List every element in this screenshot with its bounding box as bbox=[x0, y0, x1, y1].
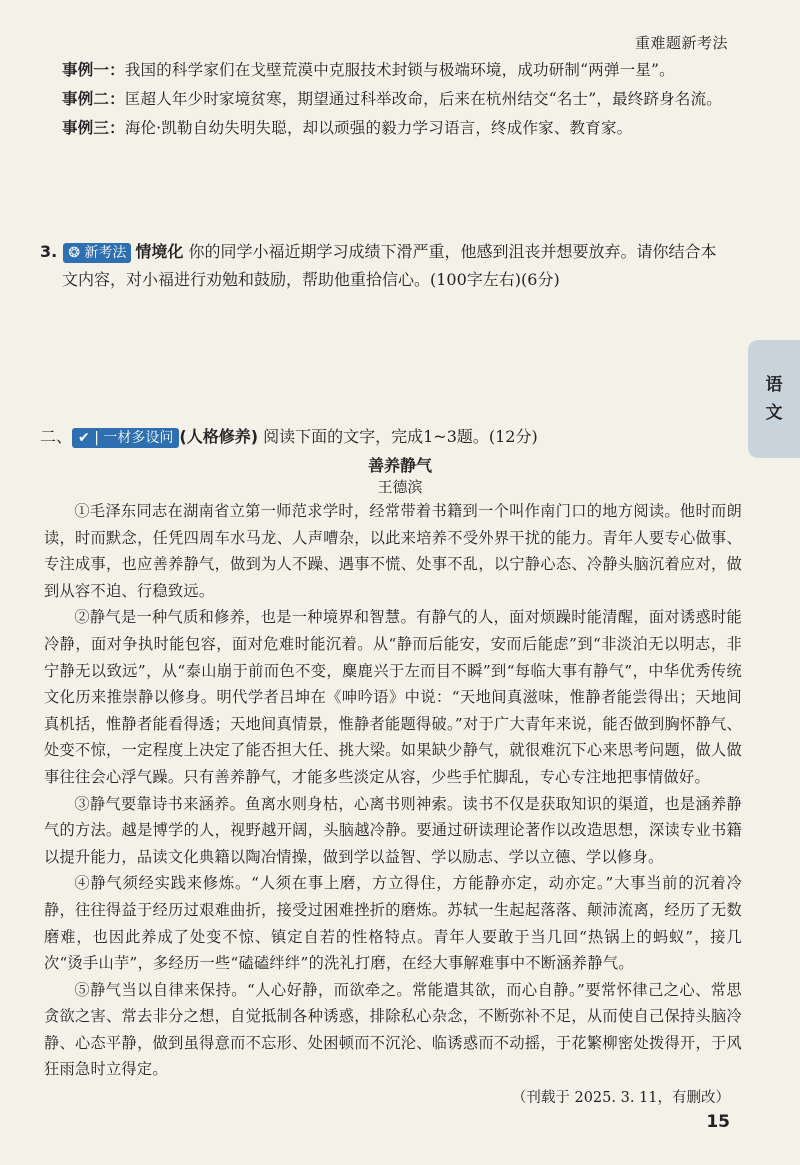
article-paragraph: ②静气是一种气质和修养，也是一种境界和智慧。有静气的人，面对烦躁时能清醒，面对诱惑时能冷静，面对争执时能包容，面对危难时能沉着。从“静而后能安，安而后能虑”到“非淡泊无以明志，非宁静无以致远”，从“泰山崩于前而色不变，麋鹿兴于左而目不瞬”到“每临大事有静气”，中华优秀传统文化历来推崇静以修身。明代学者吕坤在《呻吟语》中说：“天地间真滋味，惟静者能尝得出；天地间真机括，惟静者能看得透；天地间真情景，惟静者能题得破。”对于广大青年来说，能否做到胸怀静气、处变不惊，一定程度上决定了能否担大任、挑大梁。如果缺少静气，就很难沉下心来思考问题，做人做事往往会心浮气躁。只有善养静气，才能多些淡定从容，少些手忙脚乱，专心专注地把事情做好。 bbox=[44, 608, 742, 786]
check-icon: ✔ bbox=[78, 430, 90, 446]
article-author: 王德滨 bbox=[377, 478, 423, 496]
lightbulb-icon: ❂ bbox=[68, 245, 85, 261]
section-prefix: 二、 bbox=[40, 427, 73, 446]
subject-side-tab bbox=[748, 340, 800, 458]
question-3 bbox=[40, 238, 740, 294]
example-label: 事例二： bbox=[62, 90, 125, 108]
question-text-line1: 你的同学小福近期学习成绩下滑严重，他感到沮丧并想要放弃。请你结合本 bbox=[188, 242, 717, 261]
new-method-tag: ❂ 新考法 bbox=[63, 243, 131, 263]
page-number: 15 bbox=[706, 1112, 730, 1132]
multi-question-tag: ✔ | 一材多设问 bbox=[72, 428, 179, 448]
example-text: 海伦·凯勒自幼失明失聪，却以顽强的毅力学习语言，终成作家、教育家。 bbox=[124, 119, 633, 137]
example-text: 匡超人年少时家境贫寒，期望通过科举改命，后来在杭州结交“名士”，最终跻身名流。 bbox=[124, 90, 722, 108]
example-text: 我国的科学家们在戈壁荒漠中克服技术封锁与极端环境，成功研制“两弹一星”。 bbox=[124, 61, 675, 79]
article-paragraph: ④静气须经实践来修炼。“人须在事上磨，方立得住，方能静亦定，动亦定。”大事当前的沉着冷静，往往得益于经历过艰难曲折，接受过困难挫折的磨炼。苏轼一生起起落落、颠沛流离，经历了无数磨难，也因此养成了处变不惊、镇定自若的性格特点。青年人要敢于当几回“热锅上的蚂蚁”，接几次“烫手山芋”，多经历一些“磕磕绊绊”的洗礼打磨，在经大事解难事中不断涵养静气。 bbox=[44, 874, 742, 973]
question-text-line2: 文内容，对小福进行劝勉和鼓励，帮助他重拾信心。(100字左右)(6分) bbox=[62, 270, 560, 289]
question-number: 3. bbox=[40, 242, 58, 261]
question-3-line1 bbox=[40, 238, 740, 266]
section-2-header bbox=[40, 424, 538, 448]
example-3 bbox=[62, 116, 632, 138]
article-title: 善养静气 bbox=[367, 456, 432, 475]
article-paragraph: ①毛泽东同志在湖南省立第一师范求学时，经常带着书籍到一个叫作南门口的地方阅读。他时而朗读，时而默念，任凭四周车水马龙、人声嘈杂，以此来培养不受外界干扰的能力。青年人要专心做事、专注成事，也应善养静气，做到为人不躁、遇事不慌、处事不乱，以宁静心态、冷静头脑沉着应对，做到从容不迫、行稳致远。 bbox=[44, 502, 742, 600]
example-2 bbox=[62, 87, 722, 109]
article-source: （刊载于 2025. 3. 11，有删改） bbox=[511, 1090, 730, 1106]
example-label: 事例一： bbox=[62, 61, 125, 79]
example-1 bbox=[62, 58, 675, 80]
section-theme: (人格修养) bbox=[179, 427, 259, 446]
article-paragraph: ⑤静气当以自律来保持。“人心好静，而欲牵之。常能遣其欲，而心自静。”要常怀律己之心、常思贪欲之害、常去非分之想，自觉抵制各种诱惑，排除私心杂念，不断弥补不足，从而使自己保持头脑冷静、心态平静，做到虽得意而不忘形、处困顿而不沉沦、临诱惑而不动摇，于花繁柳密处拨得开，于风狂雨急时立得定。 bbox=[44, 980, 742, 1079]
example-label: 事例三： bbox=[62, 119, 125, 137]
article-body bbox=[44, 498, 742, 1083]
running-header: 重难题新考法 bbox=[634, 34, 728, 52]
side-tab-char: 语 bbox=[765, 375, 783, 395]
side-tab-char: 文 bbox=[765, 403, 783, 423]
question-keyword: 情境化 bbox=[135, 242, 184, 261]
article-paragraph: ③静气要靠诗书来涵养。鱼离水则身枯，心离书则神索。读书不仅是获取知识的渠道，也是涵养静气的方法。越是博学的人，视野越开阔，头脑越冷静。要通过研读理论著作以改造思想，深读专业书籍以提升能力，品读文化典籍以陶冶情操，做到学以益智、学以励志、学以立德、学以修身。 bbox=[44, 794, 742, 866]
section-instruction: 阅读下面的文字，完成1~3题。(12分) bbox=[263, 427, 538, 446]
